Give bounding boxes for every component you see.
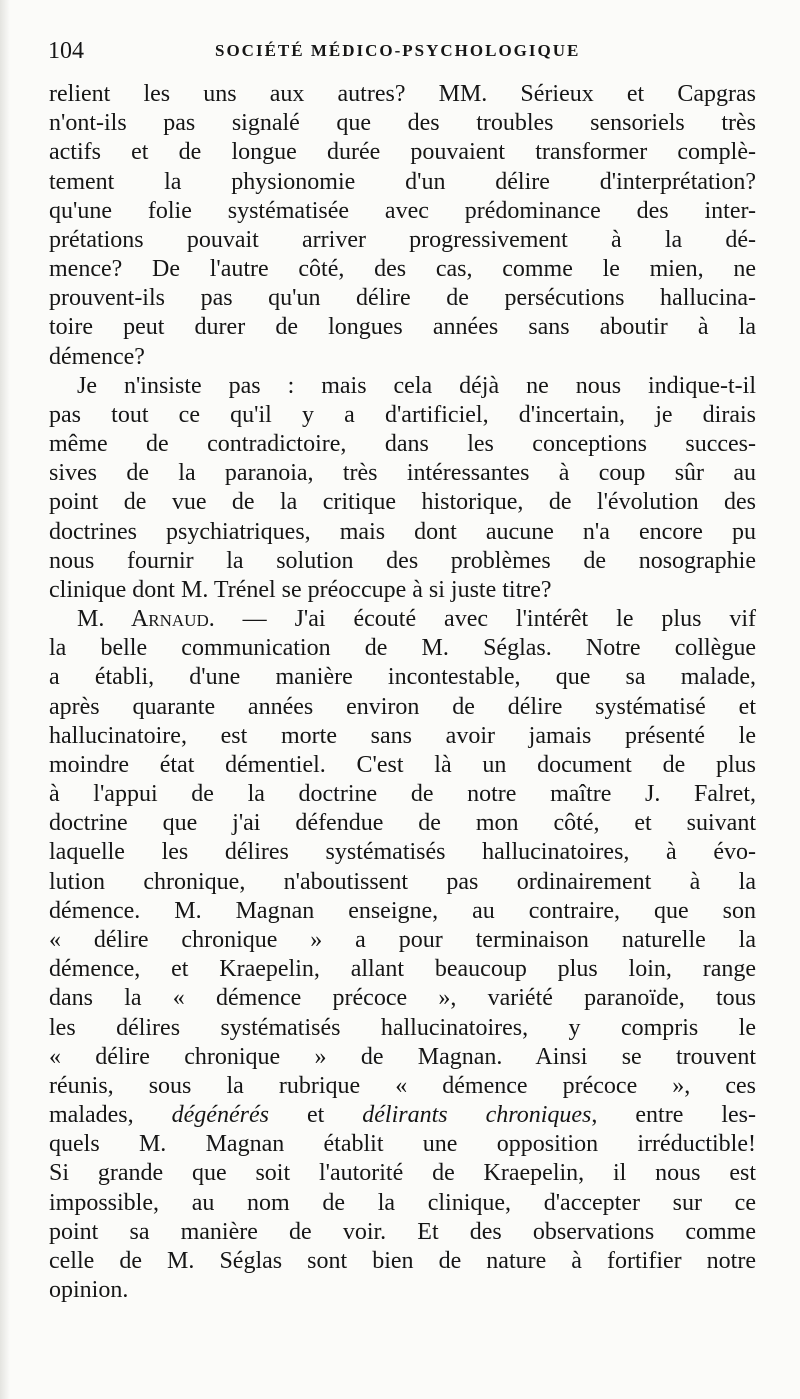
body-text bbox=[49, 80, 756, 1305]
text-fragment: malades, bbox=[49, 1102, 172, 1129]
text-line: a établi, d'une manière incontestable, que sa malade, bbox=[49, 664, 756, 691]
text-line: mence? De l'autre côté, des cas, comme le mien, ne bbox=[49, 256, 756, 283]
text-line: toire peut durer de longues années sans aboutir à la bbox=[49, 314, 756, 341]
text-line: clinique dont M. Trénel se préoccupe à si juste titre? bbox=[49, 576, 552, 603]
text-line: laquelle les délires systématisés hallucinatoires, à évo- bbox=[49, 839, 756, 866]
text-line: moindre état démentiel. C'est là un document de plus bbox=[49, 751, 756, 778]
text-line: démence. M. Magnan enseigne, au contraire, que son bbox=[49, 897, 756, 924]
speaker-name: M. Arnaud bbox=[77, 606, 209, 633]
text-line: impossible, au nom de la clinique, d'accepter sur ce bbox=[49, 1189, 756, 1216]
page-gutter-shadow bbox=[0, 0, 10, 1399]
text-line: démence, et Kraepelin, allant beaucoup plus loin, range bbox=[49, 956, 756, 983]
italic-term: délirants chroniques bbox=[362, 1102, 592, 1129]
text-line: après quarante années environ de délire systématisé et bbox=[49, 693, 756, 720]
text-line: même de contradictoire, dans les conceptions succes- bbox=[49, 431, 756, 458]
text-fragment: , entre les- bbox=[591, 1102, 756, 1129]
text-line: quels M. Magnan établit une opposition irréductible! bbox=[49, 1131, 756, 1158]
text-line: « délire chronique » de Magnan. Ainsi se trouvent bbox=[49, 1043, 756, 1070]
text-line: la belle communication de M. Séglas. Notre collègue bbox=[49, 635, 756, 662]
text-line: prétations pouvait arriver progressivement à la dé- bbox=[49, 226, 756, 253]
text-line: « délire chronique » a pour terminaison naturelle la bbox=[49, 926, 756, 953]
text-line: les délires systématisés hallucinatoires, y compris le bbox=[49, 1014, 756, 1041]
text-line: prouvent-ils pas qu'un délire de persécutions hallucina- bbox=[49, 285, 756, 312]
text-line: lution chronique, n'aboutissent pas ordinairement à la bbox=[49, 868, 756, 895]
text-line: n'ont-ils pas signalé que des troubles sensoriels très bbox=[49, 110, 756, 137]
page-number: 104 bbox=[48, 38, 84, 64]
text-line: point sa manière de voir. Et des observations comme bbox=[49, 1218, 756, 1245]
text-line: qu'une folie systématisée avec prédominance des inter- bbox=[49, 197, 756, 224]
text-line: doctrines psychiatriques, mais dont aucune n'a encore pu bbox=[49, 518, 756, 545]
text-line: Si grande que soit l'autorité de Kraepelin, il nous est bbox=[49, 1160, 756, 1187]
text-line: nous fournir la solution des problèmes de nosographie bbox=[49, 547, 756, 574]
text-line: opinion. bbox=[49, 1277, 129, 1304]
running-head bbox=[48, 36, 758, 66]
running-title: SOCIÉTÉ MÉDICO-PSYCHOLOGIQUE bbox=[215, 41, 581, 60]
text-line: point de vue de la critique historique, de l'évolution des bbox=[49, 489, 756, 516]
text-line: réunis, sous la rubrique « démence précoce », ces bbox=[49, 1072, 756, 1099]
text-line: relient les uns aux autres? MM. Sérieux et Capgras bbox=[49, 81, 756, 107]
text-line: actifs et de longue durée pouvaient transformer complè- bbox=[49, 139, 756, 166]
text-line: tement la physionomie d'un délire d'interprétation? bbox=[49, 168, 756, 195]
text-line: pas tout ce qu'il y a d'artificiel, d'incertain, je dirais bbox=[49, 401, 756, 428]
speaker-line-text: . — J'ai écouté avec l'intérêt le plus vif bbox=[208, 606, 756, 633]
text-line-italic bbox=[49, 1101, 756, 1130]
text-line: démence? bbox=[49, 343, 145, 370]
text-line: doctrine que j'ai défendue de mon côté, et suivant bbox=[49, 810, 756, 837]
text-line: celle de M. Séglas sont bien de nature à fortifier notre bbox=[49, 1247, 756, 1274]
italic-term: dégénérés bbox=[171, 1102, 269, 1129]
text-line: Je n'insiste pas : mais cela déjà ne nous indique-t-il bbox=[77, 372, 756, 399]
text-line: à l'appui de la doctrine de notre maître J. Falret, bbox=[49, 781, 756, 808]
text-fragment: et bbox=[268, 1102, 363, 1129]
text-line-speaker bbox=[49, 605, 756, 634]
text-line: hallucinatoire, est morte sans avoir jamais présenté le bbox=[49, 722, 756, 749]
text-line: sives de la paranoia, très intéressantes à coup sûr au bbox=[49, 460, 756, 487]
text-line: dans la « démence précoce », variété paranoïde, tous bbox=[49, 985, 756, 1012]
